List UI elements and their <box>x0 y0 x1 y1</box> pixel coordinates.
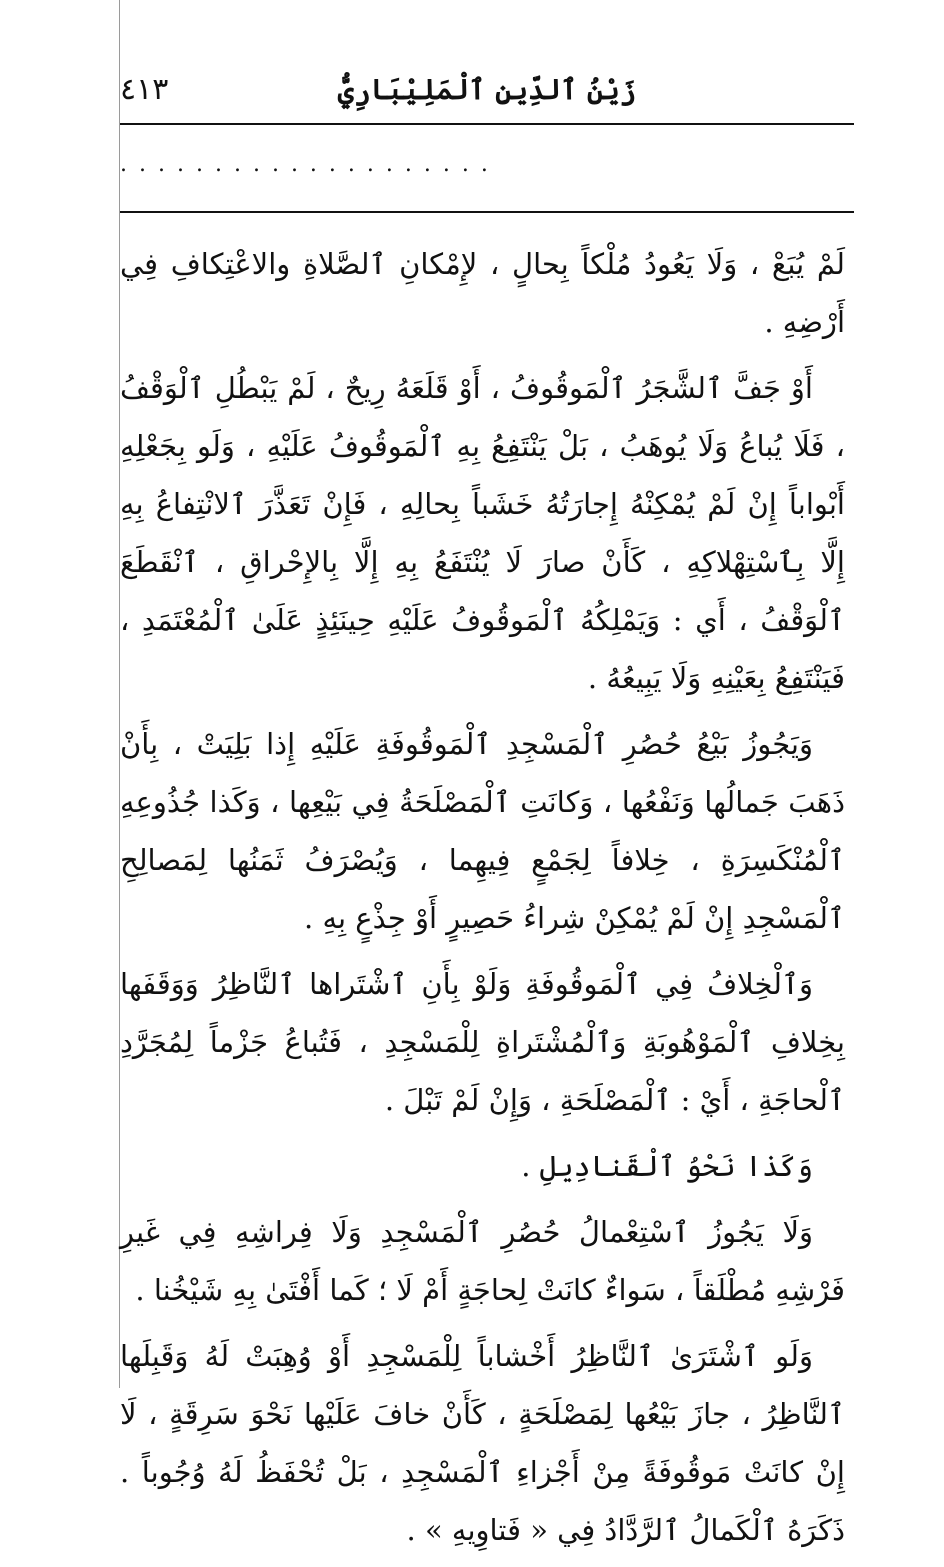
header-rule <box>120 123 854 125</box>
page-number: ٤١٣ <box>120 72 169 107</box>
paragraph: وَلَا يَجُوزُ ٱسْتِعْمالُ حُصُرِ ٱلْمَسْجِدِ وَلَا فِراشِهِ فِي غَيرِ فَرْشِهِ مُطْلَقاً ، سَواءٌ كانَتْ لِحاجَةٍ أَمْ لَا ؛ كَما أَفْتَىٰ بِهِ شَيْخُنا . <box>120 1215 845 1307</box>
paragraph: وَلَو ٱشْتَرَىٰ ٱلنَّاظِرُ أَخْشاباً لِلْمَسْجِدِ أَوْ وُهِبَتْ لَهُ وَقَبِلَها ٱلنَّاظِرُ ، جازَ بَيْعُها لِمَصْلَحَةٍ ، كَأَنْ خافَ عَلَيْها نَحْوَ سَرِقَةٍ ، لَا إِنْ كانَتْ مَوقُوفَةً مِنْ أَجْزاءِ ٱلْمَسْجِدِ ، بَلْ تُحْفَظُ لَهُ وُجُوباً . ذَكَرَهُ ٱلْكَمالُ ٱلرَّدَّادُ فِي « فَتاوِيهِ » . <box>120 1339 845 1547</box>
paragraph: وَيَجُوزُ بَيْعُ حُصُرِ ٱلْمَسْجِدِ ٱلْمَوقُوفَةِ عَلَيْهِ إِذا بَلِيَتْ ، بِأَنْ ذَهَبَ جَمالُها وَنَفْعُها ، وَكانَتِ ٱلْمَصْلَحَةُ فِي بَيْعِها ، وَكَذا جُذُوعِهِ ٱلْمُنْكَسِرَةِ ، خِلافاً لِجَمْعٍ فِيهِما ، وَيُصْرَفُ ثَمَنُها لِمَصالِحِ ٱلْمَسْجِدِ إِنْ لَمْ يُمْكِنْ شِراءُ حَصِيرٍ أَوْ جِذْعٍ بِهِ . <box>120 727 845 935</box>
paragraph: وَكَذا نَحْوُ ٱلْقَنادِيلِ . <box>521 1149 813 1183</box>
paragraph: لَمْ يُبَعْ ، وَلَا يَعُودُ مُلْكاً بِحالٍ ، لإِمْكانِ ٱلصَّلاةِ والاعْتِكافِ فِي أَرْضِهِ . <box>120 247 845 339</box>
main-text <box>120 235 845 1567</box>
footnote-separator-rule <box>120 211 854 213</box>
paragraph: وَٱلْخِلافُ فِي ٱلْمَوقُوفَةِ وَلَوْ بِأَنِ ٱشْتَراها ٱلنَّاظِرُ وَوَقَفَها بِخِلافِ ٱلْمَوْهُوبَةِ وَٱلْمُشْتَراةِ لِلْمَسْجِدِ ، فَتُباعُ جَزْماً لِمُجَرَّدِ ٱلْحاجَةِ ، أَيْ : ٱلْمَصْلَحَةِ ، وَإِنْ لَمْ تَبْلَ . <box>120 967 845 1117</box>
ellipsis-separator: .................... <box>120 152 500 177</box>
paragraph: أَوْ جَفَّ ٱلشَّجَرُ ٱلْمَوقُوفُ ، أَوْ قَلَعَهُ رِيحٌ ، لَمْ يَبْطُلِ ٱلْوَقْفُ ، فَلَا يُباعُ وَلَا يُوهَبُ ، بَلْ يَنْتَفِعُ بِهِ ٱلْمَوقُوفُ عَلَيْهِ ، وَلَو بِجَعْلِهِ أَبْواباً إِنْ لَمْ يُمْكِنْهُ إِجارَتُهُ خَشَباً بِحالِهِ ، فَإِنْ تَعَذَّرَ ٱلانْتِفاعُ بِهِ إِلَّا بِٱسْتِهْلاكِهِ ، كَأَنْ صارَ لَا يُنْتَفَعُ بِهِ إِلَّا بِالإِحْراقِ ، ٱنْقَطَعَ ٱلْوَقْفُ ، أَي : وَيَمْلِكُهُ ٱلْمَوقُوفُ عَلَيْهِ حِينَئِذٍ عَلَىٰ ٱلْمُعْتَمَدِ ، فَيَنْتَفِعُ بِعَيْنِهِ وَلَا يَبِيعُهُ . <box>120 371 845 695</box>
running-title: زَيْنُ ٱلدِّينِ ٱلْمَلِيْبَارِيُّ <box>337 73 637 106</box>
page-header <box>120 70 854 120</box>
